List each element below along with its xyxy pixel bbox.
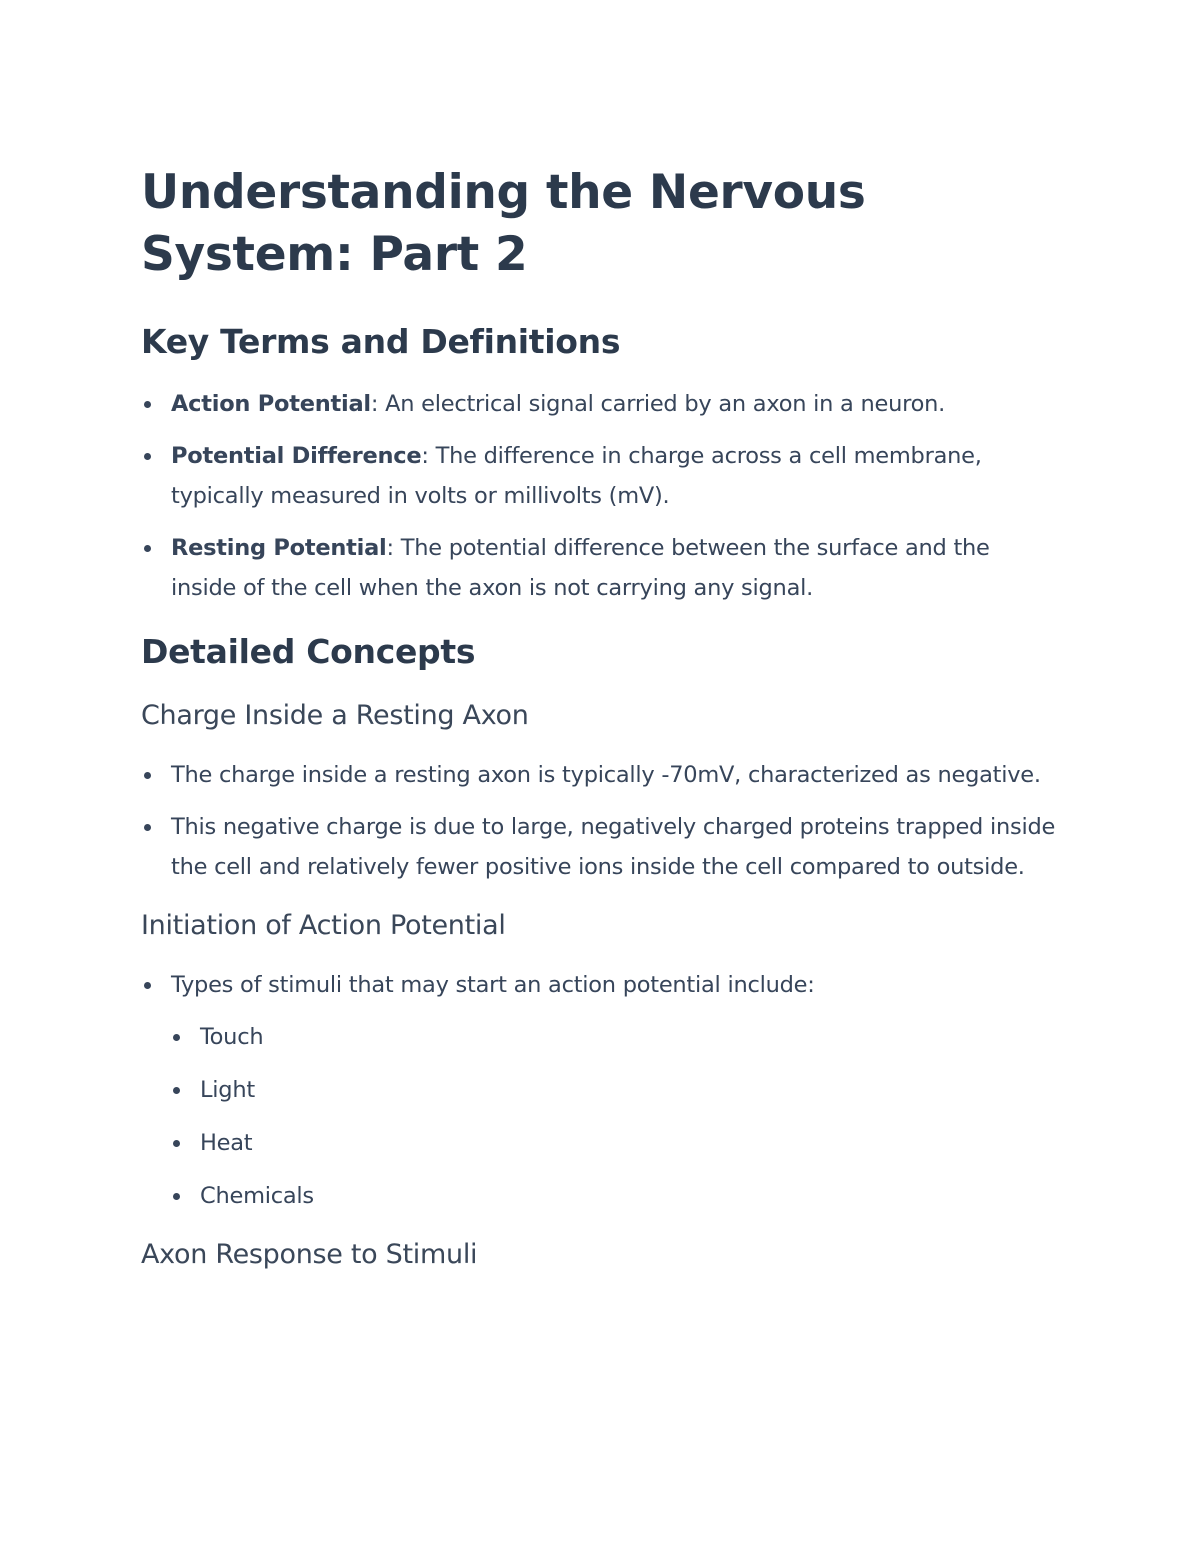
list-item xyxy=(141,436,1061,516)
bullet-icon xyxy=(144,824,151,831)
bullet-icon xyxy=(144,401,151,408)
stimulus-label: Touch xyxy=(200,1024,264,1050)
initiation-list xyxy=(141,965,1061,1216)
detailed-concepts-heading: Detailed Concepts xyxy=(141,632,476,671)
term-label: Action Potential xyxy=(171,391,371,417)
term-definition: : The difference in charge across a cell membrane, typically measured in volts or millivolts (mV). xyxy=(171,443,982,509)
document-page xyxy=(141,162,1061,1274)
key-terms-list xyxy=(141,384,1061,608)
list-item xyxy=(141,528,1061,608)
list-item xyxy=(141,755,1061,795)
bullet-icon xyxy=(173,1193,180,1200)
bullet-icon xyxy=(144,982,151,989)
stimulus-item xyxy=(170,1123,1061,1163)
stimuli-list xyxy=(170,1017,1061,1216)
list-item xyxy=(141,807,1061,887)
list-item xyxy=(141,965,1061,1216)
bullet-icon xyxy=(144,545,151,552)
stimulus-item xyxy=(170,1070,1061,1110)
bullet-icon xyxy=(144,772,151,779)
term-definition: : An electrical signal carried by an axon in a neuron. xyxy=(370,391,946,417)
stimulus-item xyxy=(170,1017,1061,1057)
stimulus-item xyxy=(170,1176,1061,1216)
list-item-text: This negative charge is due to large, negatively charged proteins trapped inside the cell and relatively fewer positive ions inside the cell compared to outside. xyxy=(171,814,1056,880)
bullet-icon xyxy=(173,1140,180,1147)
bullet-icon xyxy=(144,453,151,460)
key-terms-heading: Key Terms and Definitions xyxy=(141,322,621,361)
page-title: Understanding the Nervous System: Part 2 xyxy=(141,165,866,282)
list-item xyxy=(141,384,1061,424)
list-item-text: Types of stimuli that may start an action potential include: xyxy=(171,972,815,998)
stimulus-label: Chemicals xyxy=(200,1183,314,1209)
initiation-heading: Initiation of Action Potential xyxy=(141,910,506,941)
bullet-icon xyxy=(173,1034,180,1041)
term-definition: : The potential difference between the surface and the inside of the cell when the axon is not carrying any signal. xyxy=(171,535,990,601)
bullet-icon xyxy=(173,1087,180,1094)
term-label: Resting Potential xyxy=(171,535,387,561)
list-item-text: The charge inside a resting axon is typically -70mV, characterized as negative. xyxy=(171,762,1041,788)
term-label: Potential Difference xyxy=(171,443,422,469)
charge-heading: Charge Inside a Resting Axon xyxy=(141,700,529,731)
response-heading: Axon Response to Stimuli xyxy=(141,1239,478,1270)
charge-list xyxy=(141,755,1061,887)
stimulus-label: Light xyxy=(200,1077,255,1103)
stimulus-label: Heat xyxy=(200,1130,253,1156)
